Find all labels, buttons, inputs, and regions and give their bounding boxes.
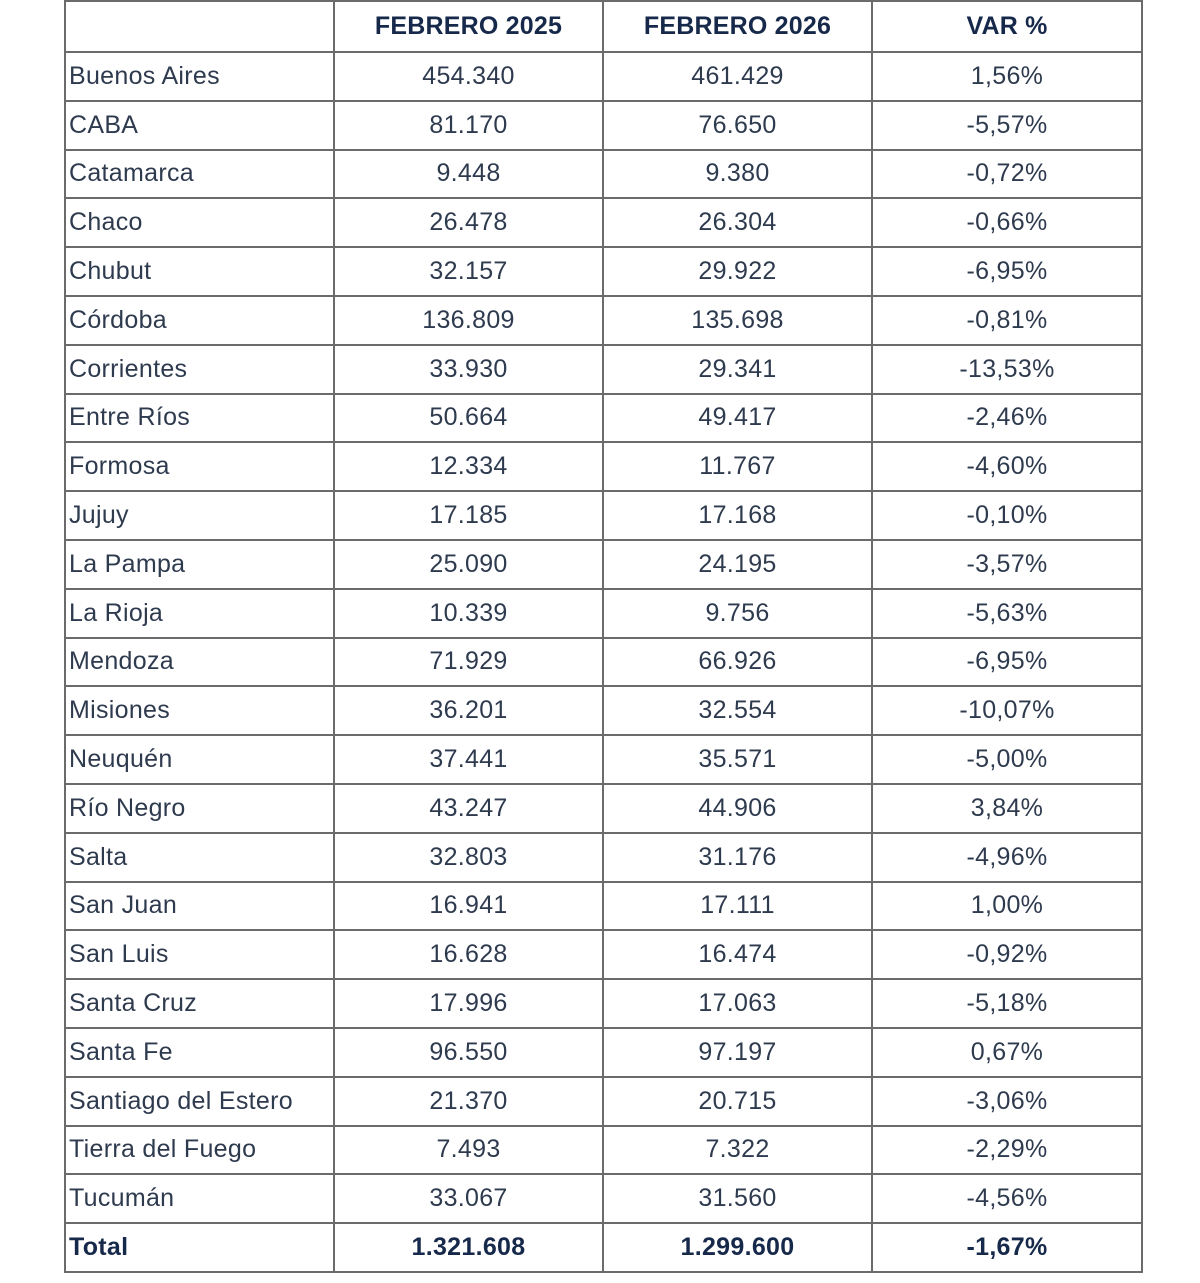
- table-row: [65, 1174, 1142, 1223]
- table-row: [65, 638, 1142, 687]
- feb-2025-cell: 33.930: [334, 345, 603, 394]
- province-cell: Neuquén: [65, 735, 334, 784]
- var-pct-cell: 1,56%: [872, 52, 1142, 101]
- province-cell: Córdoba: [65, 296, 334, 345]
- province-cell: Chaco: [65, 198, 334, 247]
- table-header: [65, 1, 1142, 52]
- feb-2026-cell: 66.926: [603, 638, 872, 687]
- header-row: [65, 1, 1142, 52]
- table-row: [65, 784, 1142, 833]
- feb-2025-cell: 16.941: [334, 882, 603, 931]
- total-row: [65, 1223, 1142, 1272]
- feb-2026-cell: 31.176: [603, 833, 872, 882]
- table-row: [65, 150, 1142, 199]
- feb-2026-cell: 11.767: [603, 442, 872, 491]
- var-pct-cell: -6,95%: [872, 247, 1142, 296]
- feb-2026-cell: 20.715: [603, 1077, 872, 1126]
- var-pct-cell: 1,00%: [872, 882, 1142, 931]
- var-pct-cell: -4,56%: [872, 1174, 1142, 1223]
- var-pct-cell: -10,07%: [872, 686, 1142, 735]
- var-pct-cell: -0,66%: [872, 198, 1142, 247]
- province-cell: Salta: [65, 833, 334, 882]
- feb-2026-cell: 17.168: [603, 491, 872, 540]
- table-row: [65, 1077, 1142, 1126]
- header-province: [65, 1, 334, 52]
- feb-2025-cell: 25.090: [334, 540, 603, 589]
- feb-2026-cell: 44.906: [603, 784, 872, 833]
- province-cell: San Juan: [65, 882, 334, 931]
- province-cell: Santiago del Estero: [65, 1077, 334, 1126]
- header-var-pct: VAR %: [872, 1, 1142, 52]
- feb-2025-cell: 454.340: [334, 52, 603, 101]
- total-var-pct: -1,67%: [872, 1223, 1142, 1272]
- feb-2026-cell: 17.111: [603, 882, 872, 931]
- var-pct-cell: -4,60%: [872, 442, 1142, 491]
- feb-2025-cell: 26.478: [334, 198, 603, 247]
- feb-2025-cell: 12.334: [334, 442, 603, 491]
- var-pct-cell: -5,63%: [872, 589, 1142, 638]
- var-pct-cell: -0,10%: [872, 491, 1142, 540]
- table-row: [65, 247, 1142, 296]
- var-pct-cell: -2,29%: [872, 1126, 1142, 1175]
- feb-2025-cell: 9.448: [334, 150, 603, 199]
- var-pct-cell: -3,57%: [872, 540, 1142, 589]
- feb-2026-cell: 9.756: [603, 589, 872, 638]
- province-cell: Corrientes: [65, 345, 334, 394]
- province-cell: CABA: [65, 101, 334, 150]
- table-row: [65, 1126, 1142, 1175]
- province-cell: La Rioja: [65, 589, 334, 638]
- table-row: [65, 296, 1142, 345]
- feb-2026-cell: 17.063: [603, 979, 872, 1028]
- feb-2025-cell: 136.809: [334, 296, 603, 345]
- province-cell: Buenos Aires: [65, 52, 334, 101]
- province-cell: Catamarca: [65, 150, 334, 199]
- feb-2026-cell: 26.304: [603, 198, 872, 247]
- table-body: [65, 52, 1142, 1272]
- feb-2026-cell: 9.380: [603, 150, 872, 199]
- var-pct-cell: -4,96%: [872, 833, 1142, 882]
- table-row: [65, 345, 1142, 394]
- feb-2025-cell: 37.441: [334, 735, 603, 784]
- var-pct-cell: -6,95%: [872, 638, 1142, 687]
- province-cell: Mendoza: [65, 638, 334, 687]
- feb-2026-cell: 461.429: [603, 52, 872, 101]
- feb-2025-cell: 43.247: [334, 784, 603, 833]
- province-cell: Entre Ríos: [65, 394, 334, 443]
- var-pct-cell: -2,46%: [872, 394, 1142, 443]
- var-pct-cell: 0,67%: [872, 1028, 1142, 1077]
- data-table-container: [64, 0, 1141, 1273]
- table-row: [65, 589, 1142, 638]
- table-row: [65, 833, 1142, 882]
- total-label: Total: [65, 1223, 334, 1272]
- table-row: [65, 442, 1142, 491]
- feb-2025-cell: 21.370: [334, 1077, 603, 1126]
- var-pct-cell: -5,18%: [872, 979, 1142, 1028]
- province-cell: San Luis: [65, 930, 334, 979]
- table-row: [65, 491, 1142, 540]
- feb-2026-cell: 97.197: [603, 1028, 872, 1077]
- feb-2025-cell: 32.157: [334, 247, 603, 296]
- province-cell: Tierra del Fuego: [65, 1126, 334, 1175]
- feb-2025-cell: 50.664: [334, 394, 603, 443]
- table-row: [65, 882, 1142, 931]
- table-row: [65, 1028, 1142, 1077]
- feb-2026-cell: 24.195: [603, 540, 872, 589]
- feb-2026-cell: 49.417: [603, 394, 872, 443]
- feb-2026-cell: 135.698: [603, 296, 872, 345]
- feb-2025-cell: 32.803: [334, 833, 603, 882]
- var-pct-cell: -3,06%: [872, 1077, 1142, 1126]
- feb-2026-cell: 29.922: [603, 247, 872, 296]
- table-row: [65, 930, 1142, 979]
- feb-2025-cell: 96.550: [334, 1028, 603, 1077]
- var-pct-cell: 3,84%: [872, 784, 1142, 833]
- feb-2025-cell: 7.493: [334, 1126, 603, 1175]
- table-row: [65, 540, 1142, 589]
- province-cell: Misiones: [65, 686, 334, 735]
- table-row: [65, 101, 1142, 150]
- header-feb-2026: FEBRERO 2026: [603, 1, 872, 52]
- table-row: [65, 979, 1142, 1028]
- table-row: [65, 686, 1142, 735]
- table-row: [65, 52, 1142, 101]
- feb-2026-cell: 32.554: [603, 686, 872, 735]
- feb-2025-cell: 10.339: [334, 589, 603, 638]
- table-row: [65, 394, 1142, 443]
- province-cell: Formosa: [65, 442, 334, 491]
- province-cell: Jujuy: [65, 491, 334, 540]
- feb-2025-cell: 33.067: [334, 1174, 603, 1223]
- var-pct-cell: -0,72%: [872, 150, 1142, 199]
- var-pct-cell: -13,53%: [872, 345, 1142, 394]
- var-pct-cell: -0,92%: [872, 930, 1142, 979]
- feb-2025-cell: 17.185: [334, 491, 603, 540]
- feb-2026-cell: 7.322: [603, 1126, 872, 1175]
- feb-2026-cell: 16.474: [603, 930, 872, 979]
- province-cell: Santa Fe: [65, 1028, 334, 1077]
- feb-2026-cell: 29.341: [603, 345, 872, 394]
- var-pct-cell: -5,57%: [872, 101, 1142, 150]
- total-feb-2026: 1.299.600: [603, 1223, 872, 1272]
- province-cell: Chubut: [65, 247, 334, 296]
- var-pct-cell: -0,81%: [872, 296, 1142, 345]
- province-cell: Río Negro: [65, 784, 334, 833]
- feb-2025-cell: 17.996: [334, 979, 603, 1028]
- var-pct-cell: -5,00%: [872, 735, 1142, 784]
- province-comparison-table: [64, 0, 1143, 1273]
- province-cell: La Pampa: [65, 540, 334, 589]
- feb-2026-cell: 76.650: [603, 101, 872, 150]
- province-cell: Santa Cruz: [65, 979, 334, 1028]
- feb-2026-cell: 35.571: [603, 735, 872, 784]
- feb-2025-cell: 81.170: [334, 101, 603, 150]
- header-feb-2025: FEBRERO 2025: [334, 1, 603, 52]
- feb-2025-cell: 16.628: [334, 930, 603, 979]
- table-row: [65, 198, 1142, 247]
- feb-2025-cell: 36.201: [334, 686, 603, 735]
- province-cell: Tucumán: [65, 1174, 334, 1223]
- total-feb-2025: 1.321.608: [334, 1223, 603, 1272]
- feb-2026-cell: 31.560: [603, 1174, 872, 1223]
- table-row: [65, 735, 1142, 784]
- feb-2025-cell: 71.929: [334, 638, 603, 687]
